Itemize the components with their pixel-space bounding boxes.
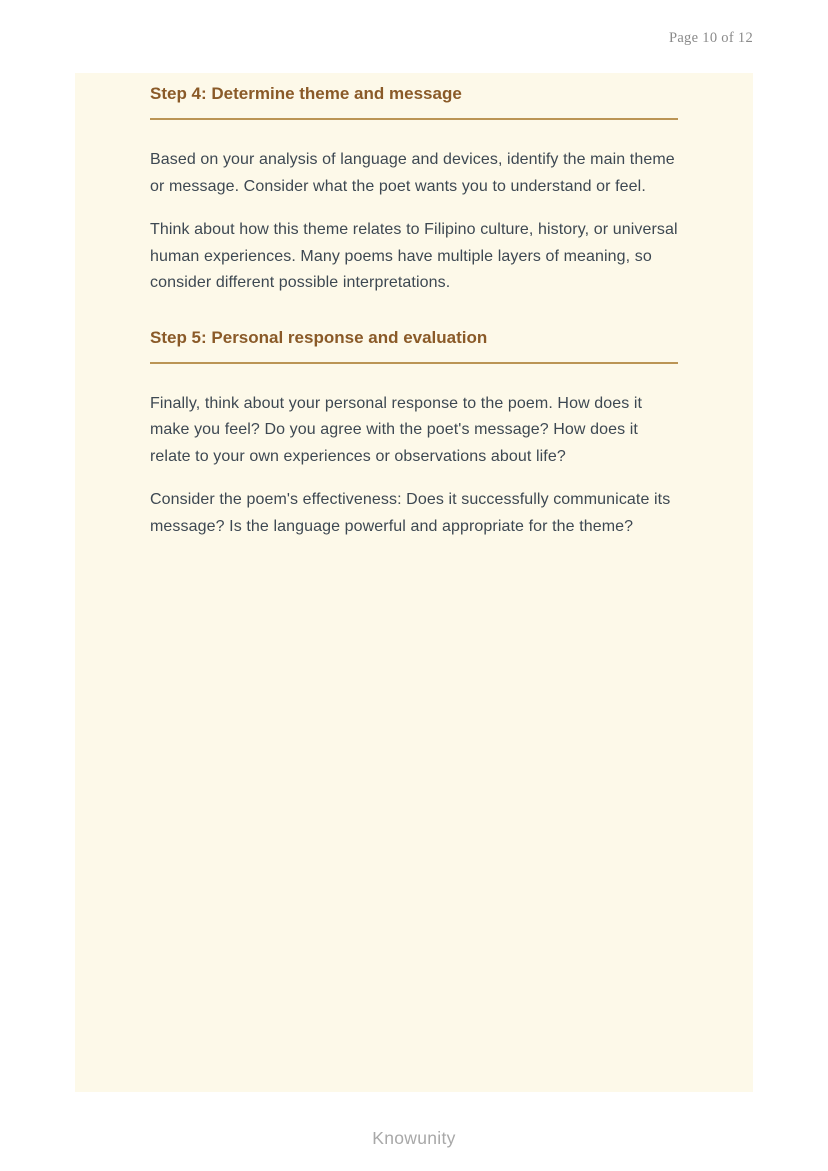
section-step-5 — [150, 327, 678, 541]
content-panel — [75, 73, 753, 1092]
section-heading-step-4: Step 4: Determine theme and message — [150, 83, 678, 120]
paragraph: Consider the poem's effectiveness: Does it successfully communicate its message? Is the language powerful and appropriate for the theme? — [150, 491, 671, 535]
brand-footer — [0, 1128, 828, 1149]
page-indicator: Page 10 of 12 — [668, 30, 753, 46]
section-step-4 — [150, 83, 678, 297]
paragraph: Based on your analysis of language and devices, identify the main theme or message. Consider what the poet wants you to understand or feel. — [150, 151, 675, 195]
section-heading-step-5: Step 5: Personal response and evaluation — [150, 327, 678, 364]
paragraph: Think about how this theme relates to Filipino culture, history, or universal human experiences. Many poems have multiple layers of meaning, so consider different possible interpretations. — [150, 221, 678, 291]
brand-name: Knowunity — [372, 1128, 456, 1148]
paragraph: Finally, think about your personal response to the poem. How does it make you feel? Do you agree with the poet's message? How does it relate to your own experiences or observations about life? — [150, 394, 643, 465]
